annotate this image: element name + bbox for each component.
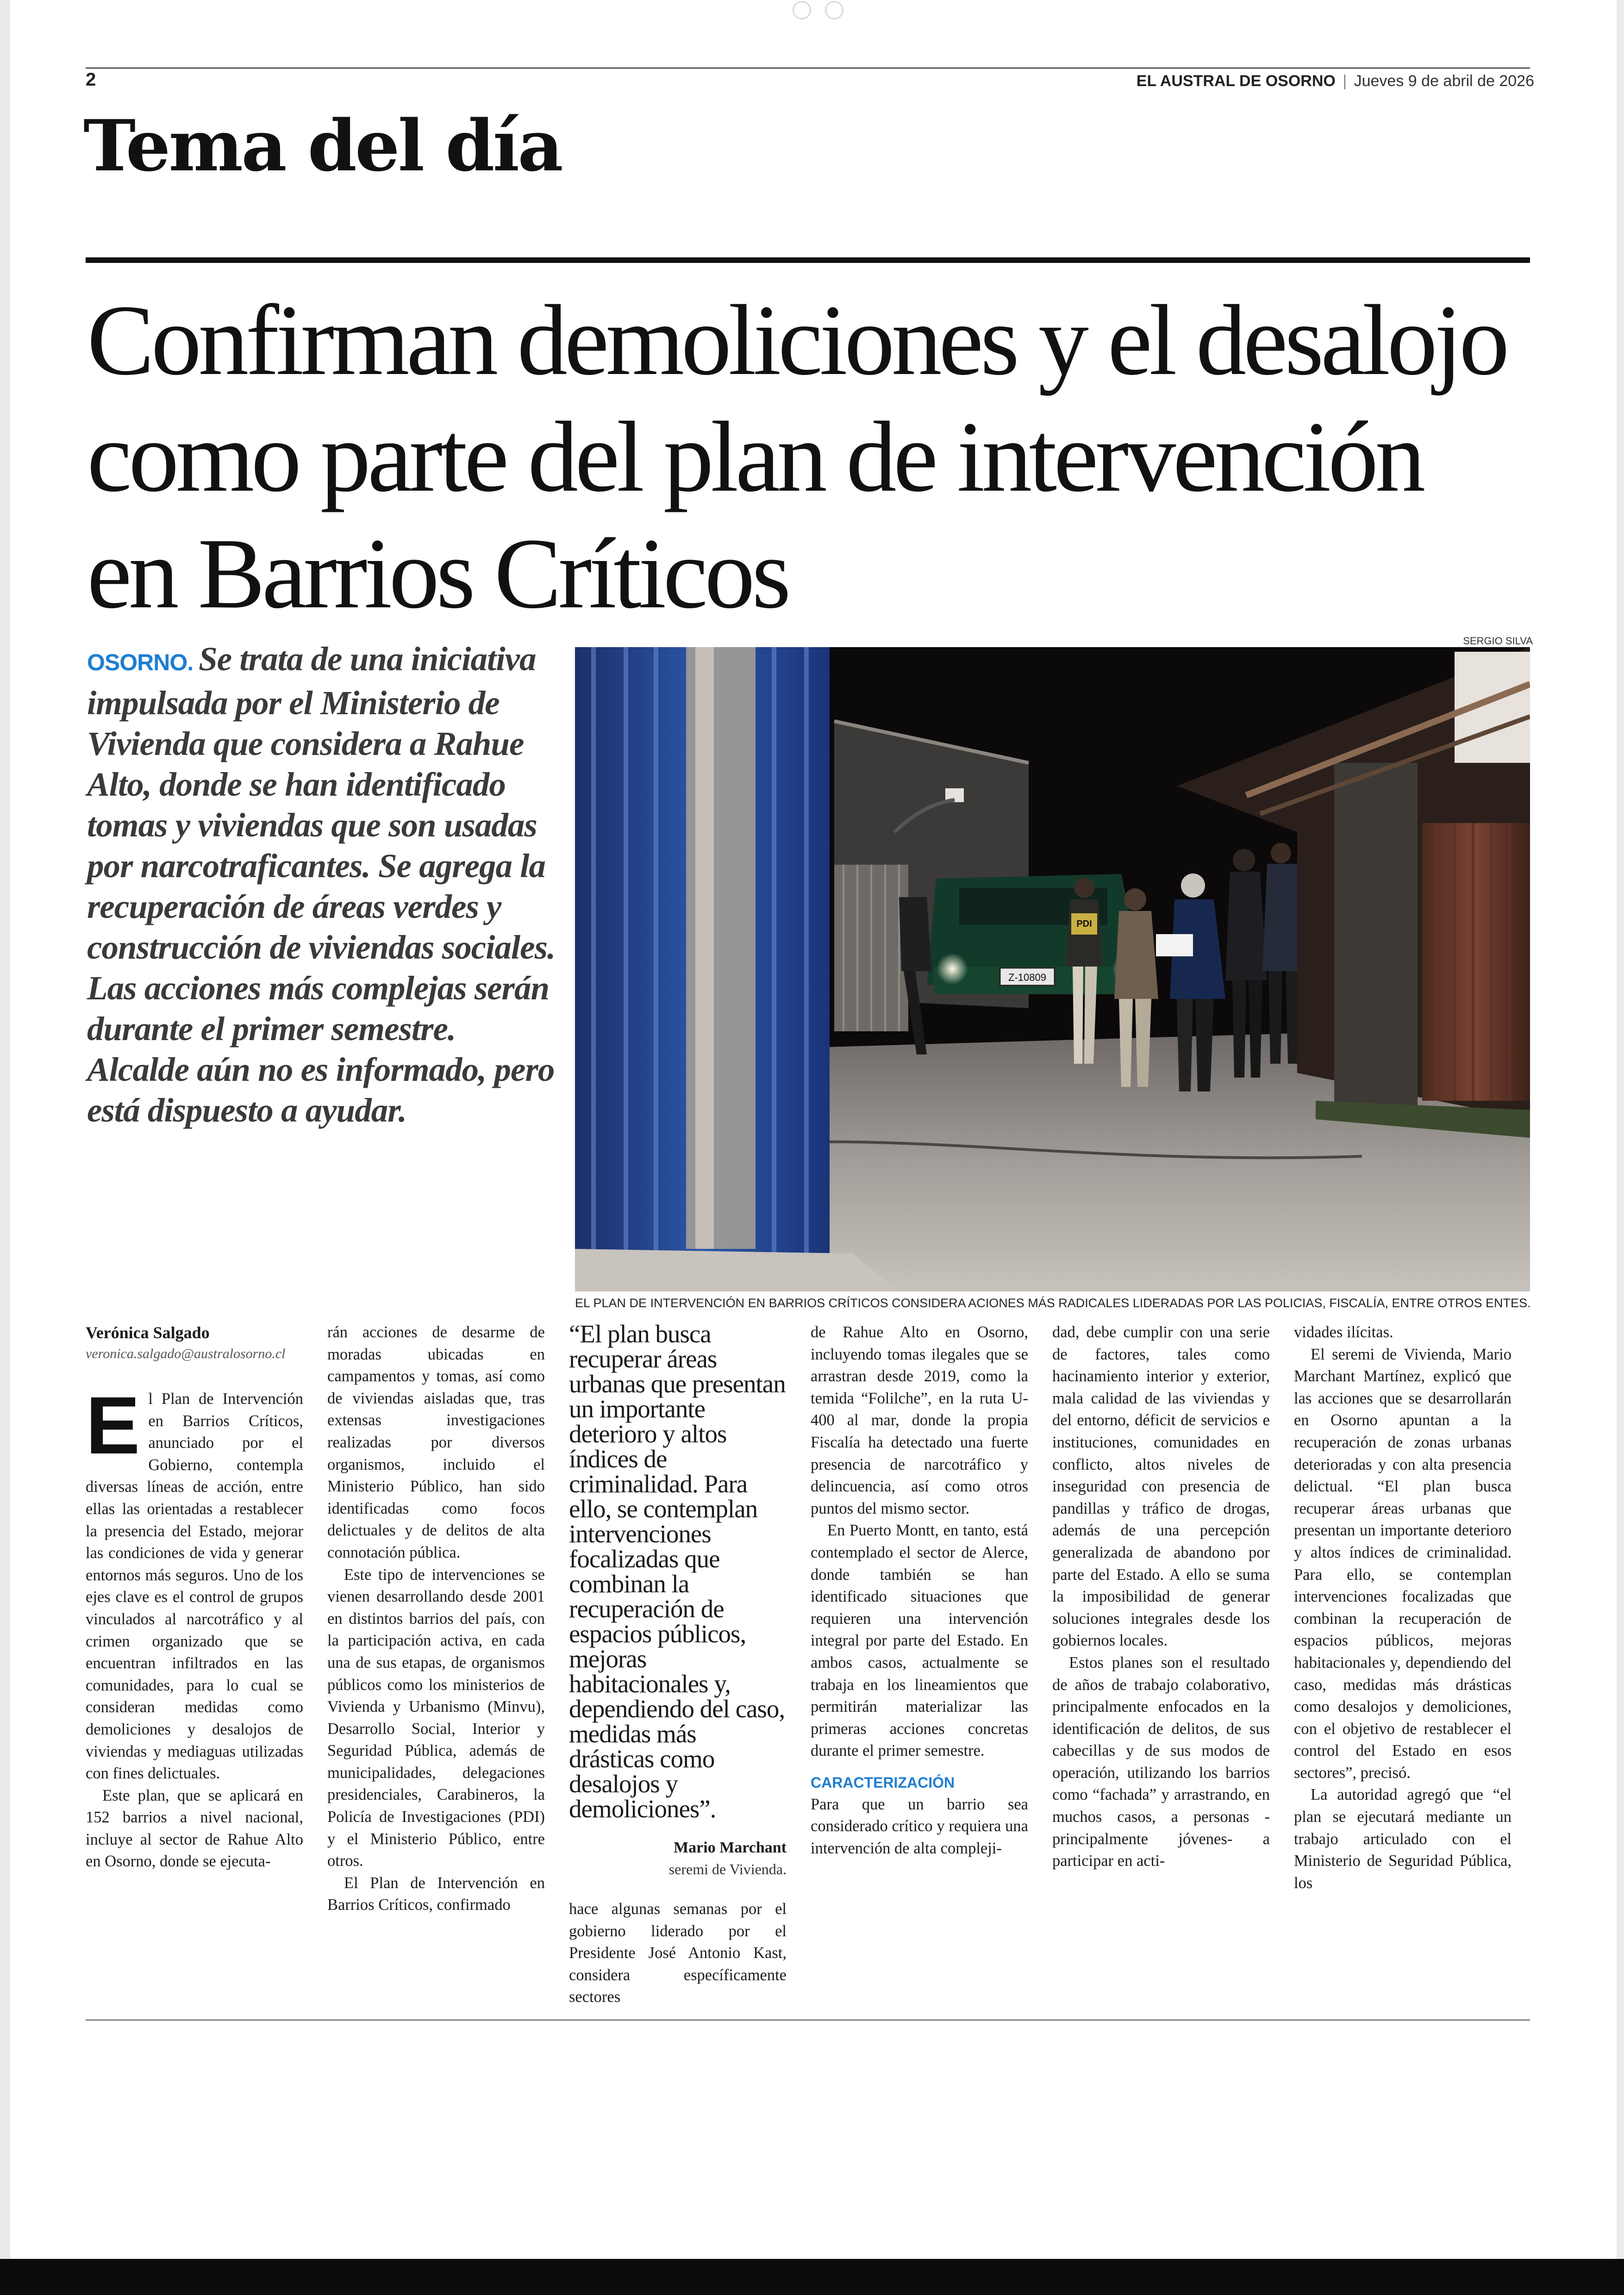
article-paragraph: Estos planes son el resultado de años de trabajo colaborativo, principalmente enfocados en la identificación de delitos, de sus cabecillas y de sus modos de operación, utilizando los barrios como “fachada” y arrastrando, en muchos casos, a personas -principalmente jóvenes- a participar en acti- — [1052, 1653, 1270, 1870]
license-plate: Z-10809 — [1008, 972, 1046, 983]
article-paragraph: En Puerto Montt, en tanto, está contemplado el sector de Alerce, donde también se han identificado situaciones que requieren una intervención integral por parte del Estado. En ambos casos, actualmente se trabaja en los lineamientos que permitirán materializar las primeras acciones concretas durante el primer semestre. — [811, 1522, 1028, 1760]
newspaper-page — [10, 0, 1617, 2259]
article-column-3 — [569, 1322, 787, 2008]
deck-text: Se trata de una iniciativa impulsada por el Ministerio de Vivienda que considera a Rahue Alto, donde se han identificado tomas y viviendas que son usadas por narcotraficantes. Se agrega la recuperación de áreas verdes y construcción de viviendas sociales. Las acciones más complejas serán durante el primer semestre. Alcalde aún no es informado, pero está dispuesto a ayudar. — [87, 640, 556, 1129]
article-paragraph: Este plan, que se aplicará en 152 barrios a nivel nacional, incluye al sector de Rahue Alto en Osorno, donde se ejecuta- — [86, 1786, 303, 1871]
byline-email: veronica.salgado@australosorno.cl — [86, 1346, 286, 1361]
photo-caption: EL PLAN DE INTERVENCIÓN EN BARRIOS CRÍTICOS CONSIDERA ACIONES MÁS RADICALES LIDERADAS POR LAS POLICIAS, FISCALÍA, ENTRE OTROS ENTES. — [575, 1296, 1531, 1310]
main-photo — [575, 647, 1530, 1291]
article-paragraph: El Plan de Intervención en Barrios Críticos, confirmado — [327, 1874, 545, 1914]
article-paragraph: La autoridad agregó que “el plan se ejecutará mediante un trabajo articulado con el Ministerio de Seguridad Pública, los — [1294, 1786, 1512, 1892]
article-column-4 — [811, 1322, 1028, 1860]
pull-quote: “El plan busca recuperar áreas urbanas que presentan un importante deterioro y altos índices de criminalidad. Para ello, se contemplan intervenciones focalizadas que combinan la recuperación de espacios públicos, mejoras habitacionales y, dependiendo del caso, medidas más drásticas como desalojos y demoliciones”. — [569, 1320, 786, 1823]
pdi-vest-text: PDI — [1076, 919, 1092, 929]
section-title: Tema del día — [83, 104, 562, 187]
subheading: CARACTERIZACIÓN — [811, 1774, 955, 1791]
deck-location: OSORNO. — [87, 649, 194, 675]
footer-rule — [86, 2019, 1530, 2021]
article-paragraph: Para que un barrio sea considerado crítico y requiera una intervención de alta compleji- — [811, 1795, 1028, 1858]
drop-cap: E — [86, 1380, 140, 1471]
article-paragraph: hace algunas semanas por el gobierno liderado por el Presidente José Antonio Kast, considera específicamente sectores — [569, 1900, 787, 2006]
article-paragraph: El Plan de Intervención en Barrios Críticos, anunciado por el Gobierno, contempla diversas líneas de acción, entre ellas las orientadas a restablecer la presencia del Estado, mejorar las condiciones de vida y generar entornos más seguros. Uno de los ejes clave es el control de grupos vinculados al narcotráfico y al crimen organizado que se encuentran infiltrados en las comunidades, para lo cual se consideran medidas como demoliciones y desalojos de viviendas y mediaguas utilizadas con fines delictuales. — [86, 1380, 303, 1783]
article-column-6 — [1294, 1322, 1512, 1894]
article-paragraph: rán acciones de desarme de moradas ubicadas en campamentos y tomas, así como de viviendas aisladas que, tras extensas investigaciones realizadas por diversos organismos, incluido el Ministerio Público, han sido identificadas como focos delictuales y de delitos de alta connotación pública. — [327, 1323, 545, 1561]
publication-name: EL AUSTRAL DE OSORNO — [1136, 72, 1336, 90]
headline: Confirman demoliciones y el desalojo como parte del plan de intervención en Barrios Críticos — [87, 285, 1506, 630]
article-column-5 — [1052, 1322, 1270, 1872]
page-edge-right — [1617, 0, 1624, 2259]
article-body — [86, 1320, 1532, 2006]
header-rule — [86, 67, 1530, 69]
article-paragraph: de Rahue Alto en Osorno, incluyendo tomas ilegales que se arrastran desde 2019, como la temida “Folilche”, en la ruta U-400 al mar, donde la propia Fiscalía ha detectado una fuerte presencia de narcotráfico y delincuencia, así como otros puntos del mismo sector. — [811, 1323, 1028, 1517]
publication-date: Jueves 9 de abril de 2026 — [1354, 72, 1534, 90]
article-paragraph: El seremi de Vivienda, Mario Marchant Martínez, explicó que las acciones que se desarrollarán en Osorno apuntan a la recuperación de zonas urbanas deterioradas y con alta presencia delictual. “El plan busca recuperar áreas urbanas que presentan un importante deterioro y altos índices de criminalidad. Para ello, se contemplan intervenciones focalizadas que combinan la recuperación de espacios públicos, mejoras habitacionales y, dependiendo del caso, medidas más drásticas como desalojos y demoliciones, con el objetivo de restablecer el control del Estado en esos sectores”, precisó. — [1294, 1345, 1512, 1782]
masthead — [1137, 72, 1534, 90]
article-column-1 — [86, 1322, 303, 1873]
byline-name: Verónica Salgado — [86, 1323, 210, 1342]
article-column-2 — [327, 1322, 545, 1916]
viewer-bottom-bar — [0, 2259, 1624, 2295]
deck — [87, 639, 559, 1131]
pull-quote-author: Mario Marchant — [674, 1839, 787, 1856]
article-paragraph: Este tipo de intervenciones se vienen desarrollando desde 2001 en distintos barrios del país, con la participación activa, en cada una de sus etapas, de organismos públicos como los ministerios de Vivienda y Urbanismo (Minvu), Desarrollo Social, Interior y Seguridad Pública, además de municipalidades, delegaciones presidenciales, Carabineros, la Policía de Investigaciones (PDI) y el Ministerio Público, entre otros. — [327, 1565, 545, 1870]
page-number: 2 — [86, 69, 96, 90]
page-edge-left — [0, 0, 10, 2259]
viewer-page-indicator — [793, 1, 843, 19]
photo-credit: SERGIO SILVA — [1463, 635, 1533, 647]
article-paragraph: dad, debe cumplir con una serie de factores, tales como hacinamiento interior y exterior, mala calidad de las viviendas y del entorno, déficit de servicios e instituciones, comunidades en conflicto, altos niveles de inseguridad con presencia de pandillas y tráfico de drogas, además de una percepción generalizada de abandono por parte del Estado. A ello se suma la imposibilidad de generar soluciones integrales desde los gobiernos locales. — [1052, 1323, 1270, 1650]
pull-quote-role: seremi de Vivienda. — [668, 1861, 787, 1877]
section-rule — [86, 257, 1530, 263]
masthead-separator: | — [1343, 72, 1347, 90]
article-paragraph: vidades ilícitas. — [1294, 1323, 1393, 1341]
